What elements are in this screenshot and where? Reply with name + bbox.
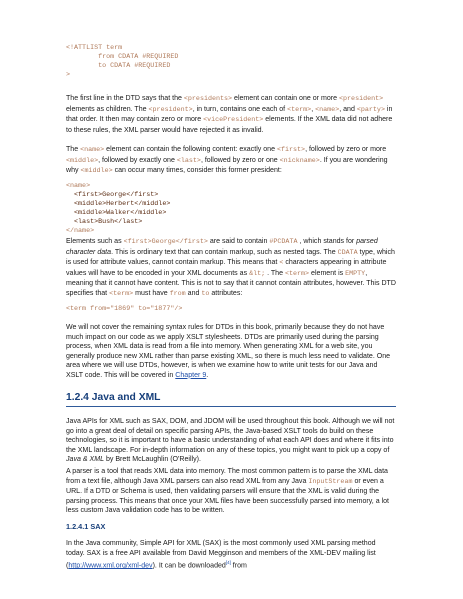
inline-code: <term> bbox=[284, 269, 310, 278]
inline-code: <middle> bbox=[66, 156, 99, 165]
inline-code: <first> bbox=[276, 146, 306, 154]
text-run: . This is ordinary text that can contain markup, such as nested tags. The bbox=[111, 248, 338, 256]
text-run: , and bbox=[339, 105, 357, 113]
term-code-line: <term from="1869" to="1877"/> bbox=[66, 305, 183, 313]
link[interactable]: http://www.xml.org/xml-dev bbox=[68, 562, 153, 570]
italic-text: parsed character data bbox=[66, 238, 378, 256]
text-run: element can contain one or more bbox=[232, 95, 340, 102]
section-heading-rule bbox=[66, 406, 396, 407]
name-close-tag: </name> bbox=[66, 227, 95, 236]
text-run: , which stands for bbox=[297, 238, 357, 245]
text-run: can occur many times, consider this former president: bbox=[112, 167, 282, 175]
inline-code: <middle> bbox=[80, 167, 113, 176]
text-run: in that order. It then may contain zero or more bbox=[66, 105, 393, 124]
inline-code: <nickname> bbox=[279, 156, 320, 165]
text-run: or even a URL. If a DTD or Schema is used, then validating parsers will ensure that the XML is valid during the parsing process. This means that once your XML files have been successfully parsed into memory, a lot less custom Java validation code has to be written. bbox=[66, 477, 390, 515]
text-run: We will not cover the remaining syntax rules for DTDs in this book, primarily because they do not have much impact on our code as we apply XSLT stylesheets. DTDs are primarily used during the parsing process, when XML data is read from a file into memory. When generating XML for a web site, you generally produce new XML rather than parse existing XML, so there is much less need to validate. One area where we will use DTDs, however, is when we examine how to write unit tests for our Java and XSLT code. This will be covered in bbox=[66, 324, 391, 379]
text-run: . The bbox=[265, 269, 285, 277]
attlist-code-block: <!ATTLIST term from CDATA #REQUIRED to CDATA #REQUIRED > bbox=[66, 44, 179, 80]
name-inner-lines: <first>George</first> <middle>Herbert</middle> <middle>Walker</middle> <last>Bush</last> bbox=[74, 191, 171, 227]
text-run: Java APIs for XML such as SAX, DOM, and JDOM will be used throughout this book. Although we will not go into a great deal of detail on specific parsing APIs, the Java-based XSLT tools do build on these technologies, so it is important to have a basic understanding of what each API does and where it fits into the XML landscape. For in-depth information on any of these topics, you might want to pick up a copy of bbox=[66, 418, 395, 454]
text-run: ). It can be downloaded bbox=[152, 562, 226, 570]
footnote-ref[interactable]: [4] bbox=[225, 560, 231, 566]
inline-code: <president> bbox=[148, 105, 193, 114]
text-run: type, which is used for attribute values, cannot contain markup. This means that bbox=[66, 248, 395, 267]
inline-code: <term> bbox=[109, 289, 134, 298]
text-run: and bbox=[185, 289, 202, 297]
inline-code: from bbox=[169, 289, 186, 298]
text-run: , meaning that it cannot have content. This is not to say that it cannot contain attributes, however. This DTD specifies that bbox=[66, 269, 396, 297]
paragraph-dtd-syntax bbox=[66, 323, 396, 380]
text-run: , in turn, contains one each of bbox=[192, 105, 288, 113]
inline-code: <last> bbox=[176, 156, 201, 165]
inline-code: InputStream bbox=[308, 477, 353, 486]
inline-code: <vicePresident> bbox=[203, 116, 264, 125]
paragraph-name-element bbox=[66, 145, 396, 177]
paragraph-dtd-rules bbox=[66, 94, 396, 135]
text-run: , followed by zero or more bbox=[305, 146, 387, 153]
text-run: element is bbox=[309, 269, 346, 277]
name-code-block bbox=[66, 182, 170, 237]
inline-code: < bbox=[279, 259, 284, 268]
inline-code: <name> bbox=[315, 105, 340, 114]
inline-code: <party> bbox=[356, 105, 385, 114]
inline-code: CDATA bbox=[337, 248, 358, 257]
text-run: elements as children. The bbox=[66, 105, 149, 113]
text-run: , followed by zero or one bbox=[200, 156, 280, 164]
text-run: element can contain the following content: exactly one bbox=[104, 146, 277, 153]
inline-code: &lt; bbox=[249, 269, 266, 278]
inline-code: <president> bbox=[339, 95, 384, 103]
inline-code: <name> bbox=[80, 146, 105, 154]
text-run: attributes: bbox=[209, 289, 243, 297]
section-heading-java-xml: 1.2.4 Java and XML bbox=[66, 392, 161, 403]
inline-code: <presidents> bbox=[183, 95, 233, 103]
italic-text: Java & XML bbox=[66, 456, 104, 464]
text-run: are said to contain bbox=[207, 238, 270, 245]
paragraph-sax bbox=[66, 539, 396, 571]
inline-code: #PCDATA bbox=[269, 238, 298, 246]
inline-code: <term> bbox=[287, 105, 312, 114]
text-run: A parser is a tool that reads XML data into memory. The most common pattern is to parse the XML data from a text file, although Java XML parsers can also read XML from any Java bbox=[66, 468, 388, 485]
text-run: from bbox=[230, 562, 247, 570]
name-open-tag: <name> bbox=[66, 182, 91, 190]
inline-code: EMPTY bbox=[345, 269, 366, 278]
inline-code: <first>George</first> bbox=[123, 238, 208, 246]
text-run: Elements such as bbox=[66, 238, 124, 245]
text-run: The first line in the DTD says that the bbox=[66, 95, 184, 102]
paragraph-java-apis bbox=[66, 417, 396, 465]
text-run: The bbox=[66, 146, 81, 153]
text-run: by Brett McLaughlin (O'Reilly). bbox=[104, 456, 201, 464]
text-run: , bbox=[311, 105, 316, 113]
text-run: In the Java community, Simple API for XML (SAX) is the most commonly used XML parsing method today. SAX is a free API available from David Megginson and members of the XML-DEV mailing list ( bbox=[66, 540, 376, 570]
text-run: . If you are wondering why bbox=[66, 156, 388, 175]
text-run: elements. If the XML data did not adhere to these rules, the XML parser would have rejected it as invalid. bbox=[66, 116, 393, 134]
text-run: must have bbox=[133, 289, 170, 297]
inline-code: to bbox=[201, 289, 210, 298]
link[interactable]: Chapter 9 bbox=[175, 371, 207, 379]
paragraph-pcdata bbox=[66, 237, 396, 299]
subsection-heading-sax: 1.2.4.1 SAX bbox=[66, 522, 106, 531]
text-run: . bbox=[206, 371, 209, 379]
text-run: , followed by exactly one bbox=[98, 156, 177, 164]
paragraph-parser bbox=[66, 467, 396, 516]
text-run: characters appearing in attribute values will have to be encoded in your XML documents as bbox=[66, 259, 387, 277]
